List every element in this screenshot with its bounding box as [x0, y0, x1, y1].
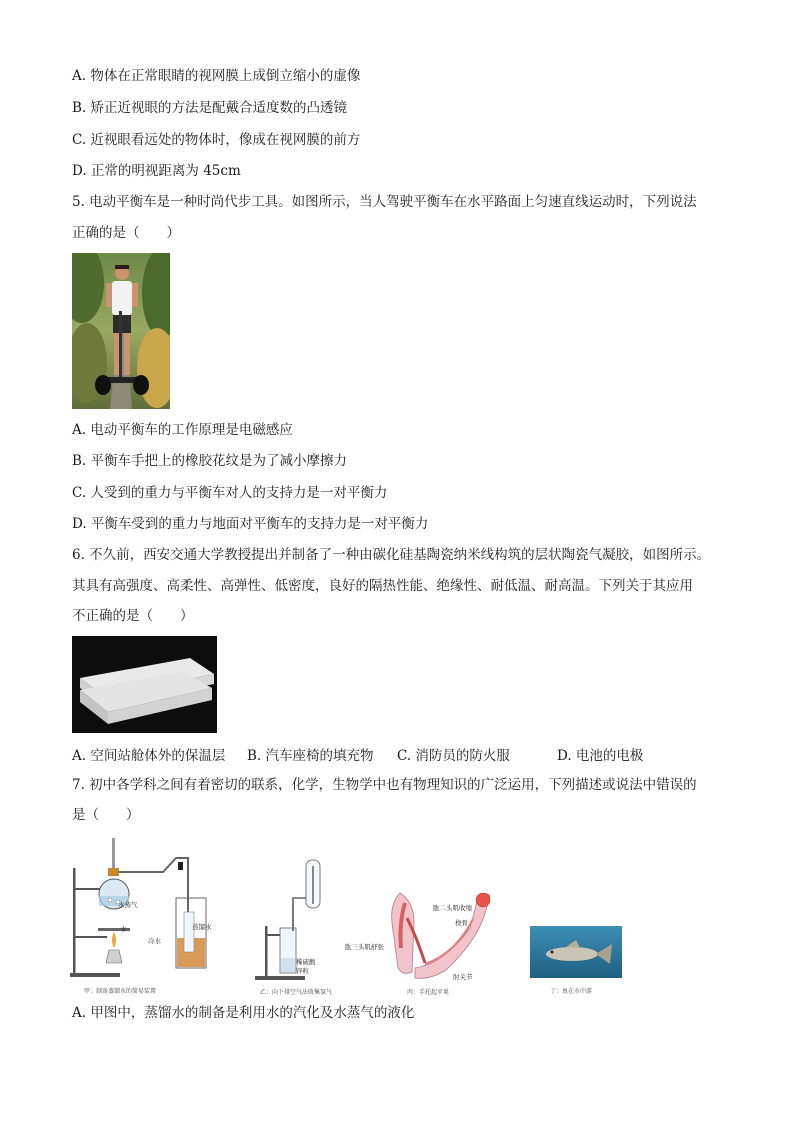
q7-stem-line1: 7. 初中各学科之间有着密切的联系，化学，生物学中也有物理知识的广泛运用，下列描述或说法中错误的	[72, 777, 697, 793]
q5-option-c: C. 人受到的重力与平衡车对人的支持力是一对平衡力	[72, 485, 388, 501]
q6-option-a: A. 空间站舱体外的保温层	[72, 748, 226, 764]
bing-caption: 丙：手托起苹果	[407, 989, 450, 996]
aerogel-photo	[72, 636, 217, 733]
bing-label-elbow: 肘关节	[453, 973, 473, 981]
q5-option-d: D. 平衡车受到的重力与地面对平衡车的支持力是一对平衡力	[72, 516, 429, 532]
q6-option-d: D. 电池的电极	[557, 748, 644, 764]
q4-option-b: B. 矫正近视眼的方法是配戴合适度数的凸透镜	[72, 100, 348, 116]
q7-option-a: A. 甲图中，蒸馏水的制备是利用水的汽化及水蒸气的液化	[72, 1005, 415, 1021]
q5-stem-line2: 正确的是（ ）	[72, 225, 180, 241]
figure-jia-distillation	[68, 828, 216, 998]
yi-label-acid: 稀硫酸	[296, 958, 316, 966]
jia-caption: 甲：制备蒸馏水的简易装置	[84, 988, 157, 995]
figure-yi-hydrogen	[250, 858, 360, 998]
q5-option-b: B. 平衡车手把上的橡胶花纹是为了减小摩擦力	[72, 453, 348, 469]
jia-label-distilled: 蒸馏水	[192, 923, 212, 931]
jia-label-steam: 水蒸气	[118, 901, 138, 909]
q6-option-b: B. 汽车座椅的填充物	[247, 748, 374, 764]
bing-label-radius: 桡骨	[455, 919, 468, 927]
q6-option-c: C. 消防员的防火服	[397, 748, 510, 764]
yi-label-zinc: 锌粒	[296, 967, 309, 975]
figure-bing-arm	[345, 888, 500, 998]
q5-stem-line1: 5. 电动平衡车是一种时尚代步工具。如图所示，当人驾驶平衡车在水平路面上匀速直线运动时，下列说法	[72, 194, 697, 210]
q4-option-a: A. 物体在正常眼睛的视网膜上成倒立缩小的虚像	[72, 68, 361, 84]
q5-option-a: A. 电动平衡车的工作原理是电磁感应	[72, 422, 293, 438]
q6-stem-line2: 其具有高强度、高柔性、高弹性、低密度，良好的隔热性能、绝缘性、耐低温、耐高温。下列关于其应用	[72, 578, 693, 594]
q4-option-c: C. 近视眼看远处的物体时，像成在视网膜的前方	[72, 132, 361, 148]
ding-caption: 丁：鱼在水中游	[550, 988, 593, 995]
jia-label-water: 水	[120, 925, 127, 933]
bing-label-biceps: 肱二头肌收缩	[433, 904, 472, 912]
q7-stem-line2: 是（ ）	[72, 807, 140, 823]
q4-option-d: D. 正常的明视距离为 45cm	[72, 163, 241, 179]
jia-label-cold-water: 冷水	[148, 937, 161, 945]
q6-stem-line3: 不正确的是（ ）	[72, 608, 194, 624]
figure-ding-fish	[530, 926, 622, 998]
bing-label-triceps: 肱三头肌舒张	[345, 943, 384, 951]
yi-caption: 乙：向下排空气法收集氢气	[260, 989, 333, 996]
balance-scooter-photo	[72, 253, 170, 409]
q6-stem-line1: 6. 不久前，西安交通大学教授提出并制备了一种由碳化硅基陶瓷纳米线构筑的层状陶瓷气凝胶，如图所示。	[72, 547, 711, 563]
